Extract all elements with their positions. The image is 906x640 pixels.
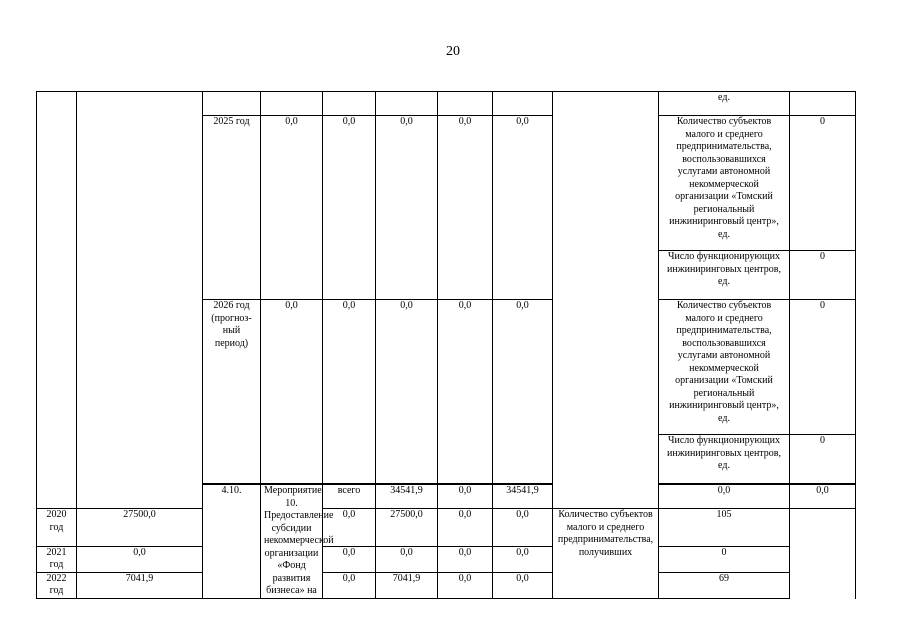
indicator-value: 105: [659, 509, 790, 547]
table-row: [37, 509, 856, 547]
year-cell: 2026 год (прогноз-ный период): [203, 300, 261, 484]
year-cell: 2022 год: [37, 572, 77, 598]
page-number: 20: [446, 44, 460, 59]
indicator-name: Количество субъектов малого и среднего предпринимательства, воспользовавшихся услугами автономной некоммерческой организации «Томский региональный инжиниринговый центр», ед.: [659, 116, 790, 251]
value-cell: 0,0: [790, 485, 856, 509]
cell-empty: [790, 92, 856, 116]
value-cell: 0,0: [493, 300, 553, 484]
value-cell: 0,0: [438, 546, 493, 572]
value-cell: 34541,9: [376, 485, 438, 509]
value-cell: 0,0: [77, 546, 203, 572]
value-cell: 0,0: [323, 509, 376, 547]
indicator-value: 0: [790, 300, 856, 435]
year-cell: 2025 год: [203, 116, 261, 300]
value-cell: 0,0: [493, 509, 553, 547]
value-cell: 0,0: [323, 300, 376, 484]
cell-empty: [323, 92, 376, 116]
cell-empty: [493, 92, 553, 116]
value-cell: 0,0: [323, 572, 376, 598]
value-cell: 0,0: [438, 116, 493, 300]
indicator-unit-tail: ед.: [659, 92, 790, 116]
value-cell: 7041,9: [376, 572, 438, 598]
program-table: [36, 91, 856, 599]
table-row: [37, 572, 856, 598]
cell-empty: [438, 92, 493, 116]
value-cell: 0,0: [323, 116, 376, 300]
value-cell: 0,0: [493, 116, 553, 300]
value-cell: 0,0: [493, 546, 553, 572]
value-cell: 0,0: [438, 300, 493, 484]
event-name: Мероприятие 10. Предоставление субсидии некоммерческой организации «Фонд развития бизнеса» на: [261, 485, 323, 599]
table-row: [37, 546, 856, 572]
table-row: [37, 92, 856, 116]
indicator-value: 0: [790, 251, 856, 300]
value-cell: 0,0: [659, 485, 790, 509]
value-cell: 0,0: [376, 546, 438, 572]
indicator-name: Количество субъектов малого и среднего предпринимательства, получивших: [553, 509, 659, 599]
value-cell: 0,0: [438, 485, 493, 509]
year-cell: 2020 год: [37, 509, 77, 547]
indicator-value: 0: [790, 435, 856, 484]
value-cell: 0,0: [438, 509, 493, 547]
cell-year-empty: [203, 92, 261, 116]
indicator-value: 69: [659, 572, 790, 598]
value-cell: 0,0: [376, 116, 438, 300]
value-cell: 0,0: [261, 300, 323, 484]
cell-empty: [261, 92, 323, 116]
value-cell: 27500,0: [376, 509, 438, 547]
indicator-name: Количество субъектов малого и среднего предпринимательства, воспользовавшихся услугами автономной некоммерческой организации «Томский региональный инжиниринговый центр», ед.: [659, 300, 790, 435]
cell-name-empty: [77, 92, 203, 509]
value-cell: 7041,9: [77, 572, 203, 598]
value-cell: 0,0: [261, 116, 323, 300]
value-cell: 34541,9: [493, 485, 553, 509]
year-cell: всего: [323, 485, 376, 509]
value-cell: 27500,0: [77, 509, 203, 547]
value-cell: 0,0: [376, 300, 438, 484]
cell-executor-empty: [553, 92, 659, 509]
cell-empty: [376, 92, 438, 116]
indicator-name: Число функционирующих инжиниринговых центров, ед.: [659, 435, 790, 484]
event-number: 4.10.: [203, 485, 261, 599]
year-cell: 2021 год: [37, 546, 77, 572]
value-cell: 0,0: [493, 572, 553, 598]
indicator-name: Число функционирующих инжиниринговых центров, ед.: [659, 251, 790, 300]
indicator-value: 0: [659, 546, 790, 572]
cell-number-empty: [37, 92, 77, 509]
indicator-value: 0: [790, 116, 856, 251]
value-cell: 0,0: [323, 546, 376, 572]
value-cell: 0,0: [438, 572, 493, 598]
